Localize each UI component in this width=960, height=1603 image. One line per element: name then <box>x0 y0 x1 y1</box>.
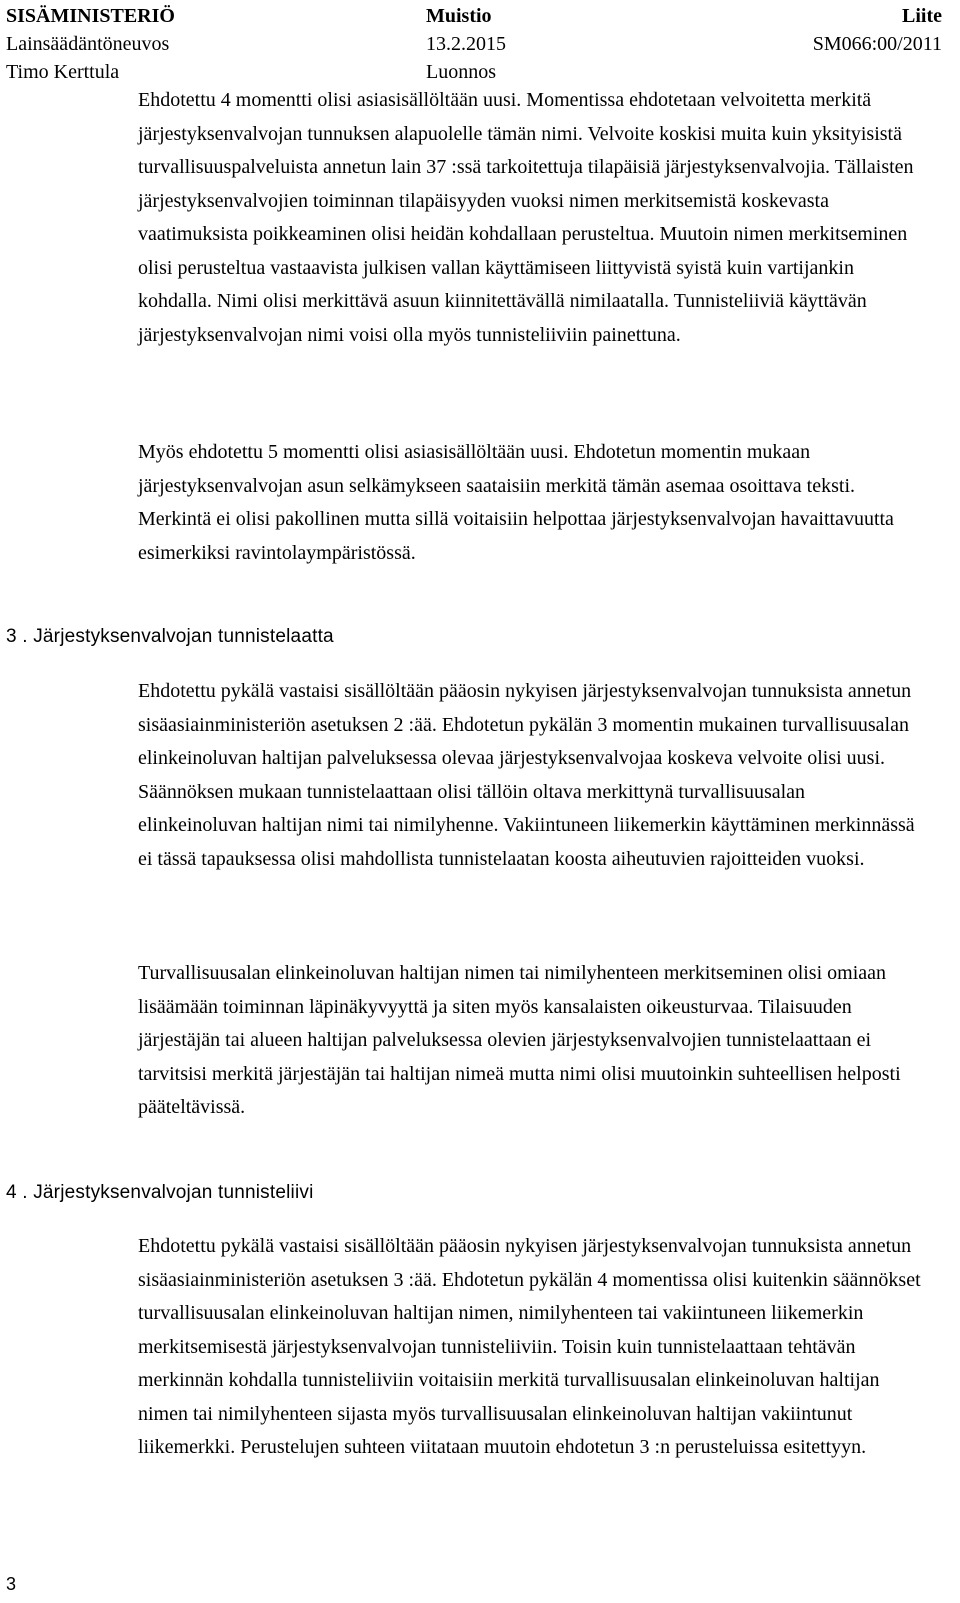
header-row-2 <box>6 30 942 58</box>
paragraph-momentti-5: Myös ehdotettu 5 momentti olisi asiasisällöltään uusi. Ehdotetun momentin mukaan järjestyksenvalvojan asun selkämykseen saataisiin merkitä tämän asemaa osoittava teksti. Merkintä ei olisi pakollinen mutta sillä voitaisiin helpottaa järjestyksenvalvojan havaittavuutta esimerkiksi ravintolaympäristössä. <box>138 441 894 564</box>
section-3-heading: 3 . Järjestyksenvalvojan tunnistelaatta <box>6 626 334 647</box>
author-title: Lainsäädäntöneuvos <box>6 33 170 55</box>
header-row-1 <box>6 2 942 30</box>
section-4-heading: 4 . Järjestyksenvalvojan tunnisteliivi <box>6 1182 314 1203</box>
attachment-label: Liite <box>902 5 942 27</box>
document-reference: SM066:00/2011 <box>812 33 942 55</box>
paragraph-section-4: Ehdotettu pykälä vastaisi sisällöltään pääosin nykyisen järjestyksenvalvojan tunnuksista annetun sisäasiainministeriön asetuksen 3 :ää. Ehdotetun pykälän 4 momentissa olisi kuitenkin säännökset turvallisuusalan elinkeinoluvan haltijan nimen, nimilyhenteen tai vakiintuneen liikemerkin merkitsemisestä järjestyksenvalvojan tunnisteliiviin. Toisin kuin tunnistelaattaan tehtävän merkinnän kohdalla tunnisteliiviin voitaisiin merkitä turvallisuusalan elinkeinoluvan haltijan nimen tai nimilyhenteen sijasta myös turvallisuusalan elinkeinoluvan haltijan vakiintunut liikemerkki. Perustelujen suhteen viitataan muutoin ehdotetun 3 :n perusteluissa esitettyyn. <box>138 1235 921 1458</box>
page-number: 3 <box>6 1574 17 1594</box>
document-header <box>6 2 942 86</box>
document-status: Luonnos <box>426 61 496 83</box>
paragraph-section-3-a: Ehdotettu pykälä vastaisi sisällöltään pääosin nykyisen järjestyksenvalvojan tunnuksista annetun sisäasiainministeriön asetuksen 2 :ää. Ehdotetun pykälän 3 momentin mukainen turvallisuusalan elinkeinoluvan haltijan palveluksessa olevaa järjestyksenvalvojaa koskeva velvoite olisi uusi. Säännöksen mukaan tunnistelaattaan olisi tällöin oltava merkittynä turvallisuusalan elinkeinoluvan haltijan nimi tai nimilyhenne. Vakiintuneen liikemerkin käyttäminen merkinnässä ei tässä tapauksessa olisi mahdollista tunnistelaatan koosta aiheutuvien rajoitteiden vuoksi. <box>138 680 915 870</box>
document-type: Muistio <box>426 5 492 27</box>
header-row-3 <box>6 58 942 86</box>
document-date: 13.2.2015 <box>426 33 506 55</box>
paragraph-momentti-4: Ehdotettu 4 momentti olisi asiasisällöltään uusi. Momentissa ehdotetaan velvoitetta merkitä järjestyksenvalvojan tunnuksen alapuolelle tämän nimi. Velvoite koskisi muita kuin yksityisistä turvallisuuspalveluista annetun lain 37 :ssä tarkoitettuja tilapäisiä järjestyksenvalvojia. Tällaisten järjestyksenvalvojien toiminnan tilapäisyyden vuoksi nimen merkitsemistä koskevasta vaatimuksista poikkeaminen olisi heidän kohdallaan perusteltua. Muutoin nimen merkitseminen olisi perusteltua vastaavista julkisen vallan käyttämiseen liittyvistä syistä kuin vartijankin kohdalla. Nimi olisi merkittävä asuun kiinnitettävällä nimilaatalla. Tunnisteliiviä käyttävän järjestyksenvalvojan nimi voisi olla myös tunnisteliiviin painettuna. <box>138 89 914 346</box>
ministry-name: SISÄMINISTERIÖ <box>6 5 175 27</box>
paragraph-section-3-b: Turvallisuusalan elinkeinoluvan haltijan nimen tai nimilyhenteen merkitseminen olisi omiaan lisäämään toiminnan läpinäkyvyyttä ja siten myös kansalaisten oikeusturvaa. Tilaisuuden järjestäjän tai alueen haltijan palveluksessa olevien järjestyksenvalvojien tunnistelaattaan ei tarvitsisi merkitä järjestäjän tai haltijan nimeä mutta nimi olisi muutoinkin suhteellisen helposti pääteltävissä. <box>138 962 901 1118</box>
author-name: Timo Kerttula <box>6 61 120 83</box>
header-empty-cell <box>756 58 942 86</box>
